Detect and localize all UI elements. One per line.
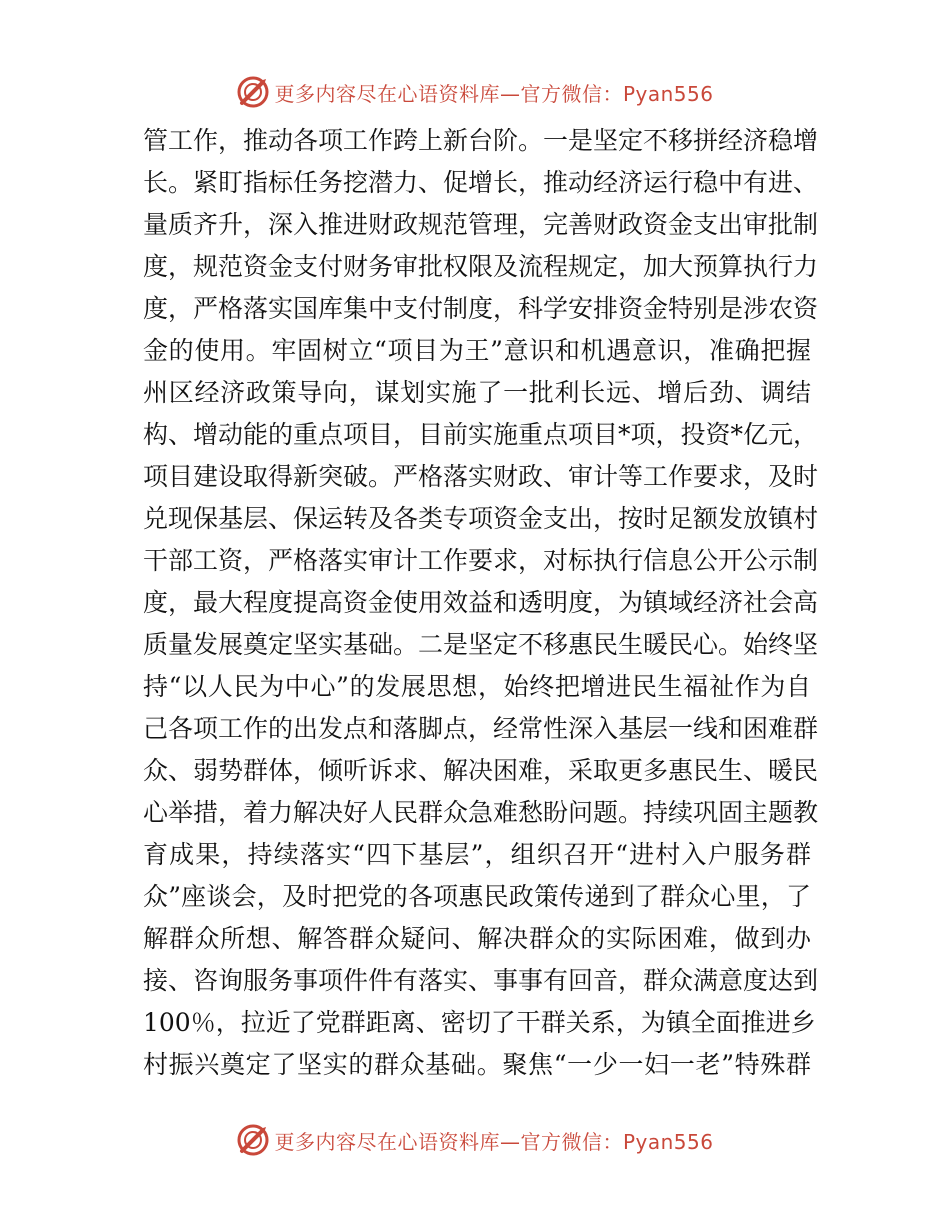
body-line: 度，最大程度提高资金使用效益和透明度，为镇域经济社会高 (143, 588, 819, 617)
body-line: 众、弱势群体，倾听诉求、解决困难，采取更多惠民生、暖民 (143, 756, 819, 785)
brand-logo-icon (236, 1123, 270, 1157)
body-line: 村振兴奠定了坚实的群众基础。聚焦“一少一妇一老”特殊群 (143, 1050, 811, 1079)
body-line: 己各项工作的出发点和落脚点，经常性深入基层一线和困难群 (143, 714, 819, 743)
body-line: 心举措，着力解决好人民群众急难愁盼问题。持续巩固主题教 (143, 798, 819, 827)
body-line: 兑现保基层、保运转及各类专项资金支出，按时足额发放镇村 (143, 504, 819, 533)
body-line: 度，规范资金支付财务审批权限及流程规定，加大预算执行力 (143, 252, 819, 281)
body-line: 州区经济政策导向，谋划实施了一批利长远、增后劲、调结 (143, 378, 811, 407)
body-line: 干部工资，严格落实审计工作要求，对标执行信息公开公示制 (143, 546, 819, 575)
body-line: 构、增动能的重点项目，目前实施重点项目*项，投资*亿元， (143, 420, 819, 449)
footer-banner-text: 更多内容尽在心语资料库—官方微信：Pyan556 (274, 1129, 714, 1154)
body-line: 量质齐升，深入推进财政规范管理，完善财政资金支出审批制 (143, 210, 819, 239)
body-line: 长。紧盯指标任务挖潜力、促增长，推动经济运行稳中有进、 (143, 168, 819, 197)
body-line: 项目建设取得新突破。严格落实财政、审计等工作要求，及时 (143, 462, 819, 491)
body-line: 接、咨询服务事项件件有落实、事事有回音，群众满意度达到 (143, 966, 819, 995)
body-line: 质量发展奠定坚实基础。二是坚定不移惠民生暖民心。始终坚 (143, 630, 819, 659)
header-banner-text: 更多内容尽在心语资料库—官方微信：Pyan556 (274, 81, 714, 106)
body-line: 管工作，推动各项工作跨上新台阶。一是坚定不移拼经济稳增 (143, 126, 819, 155)
brand-logo-icon (236, 75, 270, 109)
body-line: 持“以人民为中心”的发展思想，始终把增进民生福祉作为自 (143, 672, 811, 701)
body-line: 育成果，持续落实“四下基层”，组织召开“进村入户服务群 (143, 840, 811, 869)
body-line: 解群众所想、解答群众疑问、解决群众的实际困难，做到办 (143, 924, 811, 953)
footer-banner (0, 1120, 950, 1160)
header-banner (0, 72, 950, 112)
body-line: 众”座谈会，及时把党的各项惠民政策传递到了群众心里，了 (143, 882, 811, 911)
body-line: 度，严格落实国库集中支付制度，科学安排资金特别是涉农资 (143, 294, 819, 323)
document-body (143, 120, 819, 1086)
body-line: 金的使用。牢固树立“项目为王”意识和机遇意识，准确把握 (143, 336, 811, 365)
body-line: 100％，拉近了党群距离、密切了干群关系，为镇全面推进乡 (143, 1008, 816, 1037)
